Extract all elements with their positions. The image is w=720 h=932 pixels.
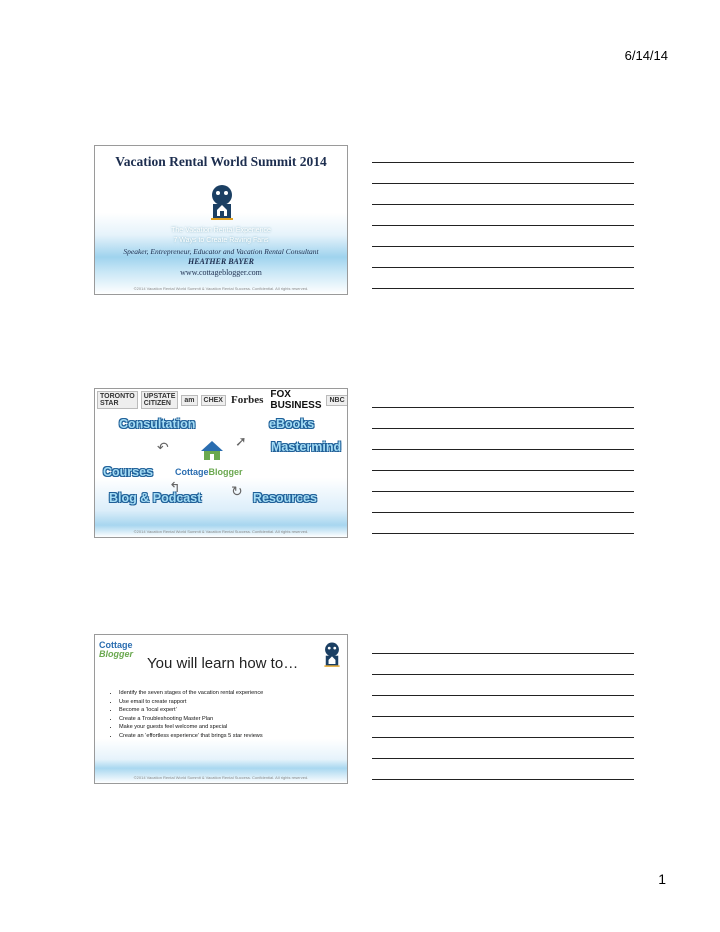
- media-logo: Forbes: [230, 394, 264, 406]
- notes-lines-2: [372, 407, 634, 554]
- media-logo: FOX BUSINESS: [270, 389, 322, 411]
- media-logo: TORONTO STAR: [97, 391, 138, 409]
- media-logo: NBC: [326, 395, 347, 406]
- blog-podcast-label: Blog & Podcast: [109, 491, 202, 505]
- curved-arrow-icon: ↶: [157, 439, 169, 455]
- list-item: • Become a ‘local expert’: [119, 706, 263, 715]
- list-item: • Create a Troubleshooting Master Plan: [119, 715, 263, 724]
- media-logo: am: [181, 395, 197, 406]
- brand-part-2: Blogger: [208, 467, 243, 477]
- notes-lines-3: [372, 653, 634, 800]
- slide-1-title: Vacation Rental World Summit 2014: [115, 154, 327, 169]
- list-item: • Create an ‘effortless experience’ that brings 5 star reviews: [119, 732, 263, 741]
- slide-3-thumbnail: [94, 634, 348, 784]
- page-number: 1: [658, 871, 666, 887]
- media-logo: UPSTATE CITIZEN: [141, 391, 179, 409]
- list-item: • Identify the seven stages of the vacation rental experience: [119, 689, 263, 698]
- ebooks-label: eBooks: [269, 417, 315, 431]
- mastermind-label: Mastermind: [271, 440, 342, 454]
- speaker-name: HEATHER BAYER: [187, 257, 255, 266]
- slide-1-subtitle-line1: The Vacation Rental Experience: [171, 227, 271, 234]
- page-date: 6/14/14: [624, 48, 668, 63]
- consultation-label: Consultation: [119, 417, 196, 431]
- slide-1-subtitle-line2: 7 Ways to Create Raving Fans: [173, 237, 269, 244]
- brand-line-2: Blogger: [99, 649, 134, 659]
- slide-3-heading: You will learn how to…: [147, 655, 299, 672]
- cottageblogger-logo: [99, 641, 133, 659]
- learning-bullets: [109, 689, 263, 741]
- curved-arrow-icon: ↰: [169, 479, 181, 495]
- cottageblogger-brand: [175, 467, 243, 477]
- slide-1-thumbnail: [94, 145, 348, 295]
- speaker-roles: Speaker, Entrepreneur, Educator and Vacation Rental Consultant: [123, 247, 319, 256]
- slide-2-thumbnail: [94, 388, 348, 538]
- slide-3-footer: ©2014 Vacation Rental World Summit & Vacation Rental Success. Confidential. All rights reserved.: [133, 775, 309, 780]
- house-icon: [199, 439, 225, 466]
- list-item: • Make your guests feel welcome and special: [119, 723, 263, 732]
- list-item: • Use email to create rapport: [119, 698, 263, 707]
- resources-label: Resources: [253, 491, 317, 505]
- curved-arrow-icon: ↻: [231, 483, 243, 499]
- media-logos-bar: [97, 391, 345, 409]
- slide-2-footer: ©2014 Vacation Rental World Summit & Vacation Rental Success. Confidential. All rights reserved.: [133, 529, 309, 534]
- summit-logo-icon: [209, 184, 235, 227]
- speaker-website: www.cottageblogger.com: [180, 268, 262, 277]
- brand-line-1: Cottage: [99, 640, 133, 650]
- media-logo: CHEX: [201, 395, 226, 406]
- courses-label: Courses: [103, 465, 154, 479]
- curved-arrow-icon: ➚: [235, 433, 247, 449]
- summit-logo-icon: [323, 641, 341, 674]
- slide-1-footer: ©2014 Vacation Rental World Summit & Vacation Rental Success. Confidential. All rights reserved.: [133, 286, 309, 291]
- notes-lines-1: [372, 162, 634, 309]
- brand-part-1: Cottage: [175, 467, 209, 477]
